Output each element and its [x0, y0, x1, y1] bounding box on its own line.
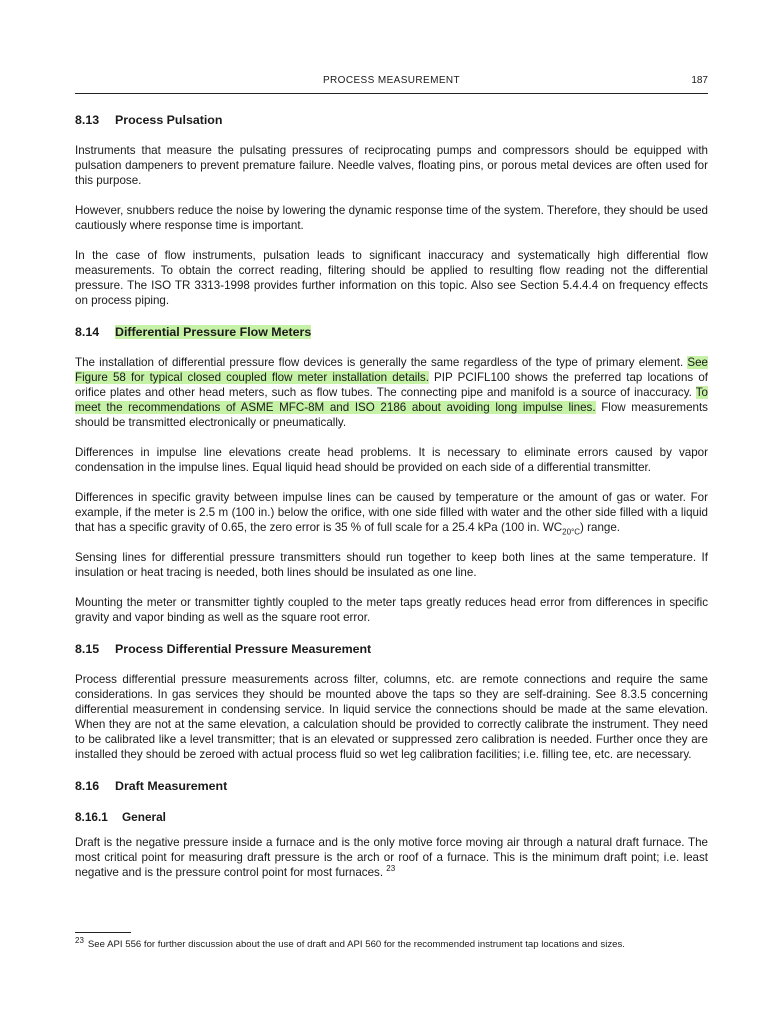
section-title: Process Differential Pressure Measurement: [115, 642, 372, 656]
text-run: The installation of differential pressure flow devices is generally the same regardless of the type of primary element.: [75, 356, 684, 369]
paragraph: However, snubbers reduce the noise by lowering the dynamic response time of the system. Therefore, they should be used cautiously where response time is important.: [75, 204, 708, 232]
text-run: PIP PCIFL100 shows the preferred tap locations of orifice plates and other head meters, such as flow tubes. The connecting pipe and manifold is a source of inaccuracy.: [75, 371, 708, 399]
subsection-title: General: [122, 810, 166, 824]
paragraph: [75, 835, 708, 880]
footnote: [75, 935, 715, 951]
section-title-highlighted: Differential Pressure Flow Meters: [115, 325, 312, 339]
section-title: Draft Measurement: [115, 779, 228, 793]
footnote-reference[interactable]: 23: [386, 864, 396, 874]
section-number: 8.16: [75, 779, 100, 793]
text-run: Differences in specific gravity between impulse lines can be caused by temperature or the amount of gas or water. For example, if the meter is 2.5 m (100 in.) below the orifice, with one side filled with water and the other side filled with a liquid that has a specific gravity of 0.65, the zero error is 35 % of full scale for a 25.4 kPa (100 in. WC: [75, 491, 708, 534]
paragraph: Sensing lines for differential pressure transmitters should run together to keep both lines at the same temperature. If insulation or heat tracing is needed, both lines should be insulated as one line.: [75, 551, 708, 579]
paragraph: Differences in impulse line elevations create head problems. It is necessary to eliminate errors caused by vapor condensation in the impulse lines. Equal liquid head should be provided on each side of a differential transmitter.: [75, 446, 708, 474]
paragraph: Instruments that measure the pulsating pressures of reciprocating pumps and compressors should be equipped with pulsation dampeners to prevent premature failure. Needle valves, floating pins, or porous metal devices are often used for this purpose.: [75, 144, 708, 187]
paragraph: [75, 355, 708, 430]
subscript: 20°C: [562, 527, 581, 537]
section-heading-8-14: [75, 323, 708, 341]
paragraph: In the case of flow instruments, pulsation leads to significant inaccuracy and systematically high differential flow measurements. To obtain the correct reading, filtering should be applied to resulting flow reading not the differential pressure. The ISO TR 3313-1998 provides further information on this topic. Also see Section 5.4.4.4 on frequency effects on process piping.: [75, 249, 708, 307]
subsection-heading-8-16-1: [75, 809, 708, 825]
running-title: PROCESS MEASUREMENT: [322, 75, 461, 86]
text-run: Flow measurements should be transmitted electronically or pneumatically.: [75, 401, 708, 429]
section-heading-8-13: [75, 111, 708, 129]
subsection-number: 8.16.1: [75, 810, 108, 824]
page-body: [75, 111, 708, 895]
section-number: 8.15: [75, 642, 100, 656]
paragraph: Mounting the meter or transmitter tightly coupled to the meter taps greatly reduces head error from differences in specific gravity and vapor binding as well as the square root error.: [75, 596, 708, 624]
section-heading-8-16: [75, 777, 708, 795]
footnote-text: See API 556 for further discussion about the use of draft and API 560 for the recommended instrument tap locations and sizes.: [87, 939, 625, 951]
text-run: Draft is the negative pressure inside a furnace and is the only motive force moving air through a natural draft furnace. The most critical point for measuring draft pressure is the arch or roof of a furnace. This is the minimum draft point; i.e. least negative and is the pressure control point for most furnaces.: [75, 836, 708, 879]
footnote-mark: 23: [75, 936, 84, 945]
section-number: 8.14: [75, 325, 100, 339]
paragraph: [75, 490, 708, 535]
section-heading-8-15: [75, 640, 708, 658]
text-run: ) range.: [580, 521, 621, 534]
paragraph: Process differential pressure measurements across filter, columns, etc. are remote connections and require the same considerations. In gas services they should be mounted above the taps so they are self-draining. See 8.3.5 concerning differential measurement in condensing service. In liquid service the connections should be made at the same elevation. When they are not at the same elevation, a calculation should be provided to correctly calibrate the instrument. They need to be calibrated like a level transmitter; that is an elevated or suppressed zero calibration is needed. Further once they are installed they should be zeroed with actual process fluid so wet leg calibration facilities; i.e. filling tee, etc. are necessary.: [75, 673, 708, 761]
section-number: 8.13: [75, 113, 100, 127]
section-title: Process Pulsation: [115, 113, 223, 127]
highlighted-text: To meet the recommendations of ASME MFC-8M and ISO 2186 about avoiding long impulse lines.: [75, 386, 708, 414]
running-header: [75, 73, 708, 94]
footnote-divider: [75, 932, 131, 933]
highlighted-text: See Figure 58 for typical closed coupled flow meter installation details.: [75, 356, 708, 384]
page-number: 187: [691, 75, 708, 86]
